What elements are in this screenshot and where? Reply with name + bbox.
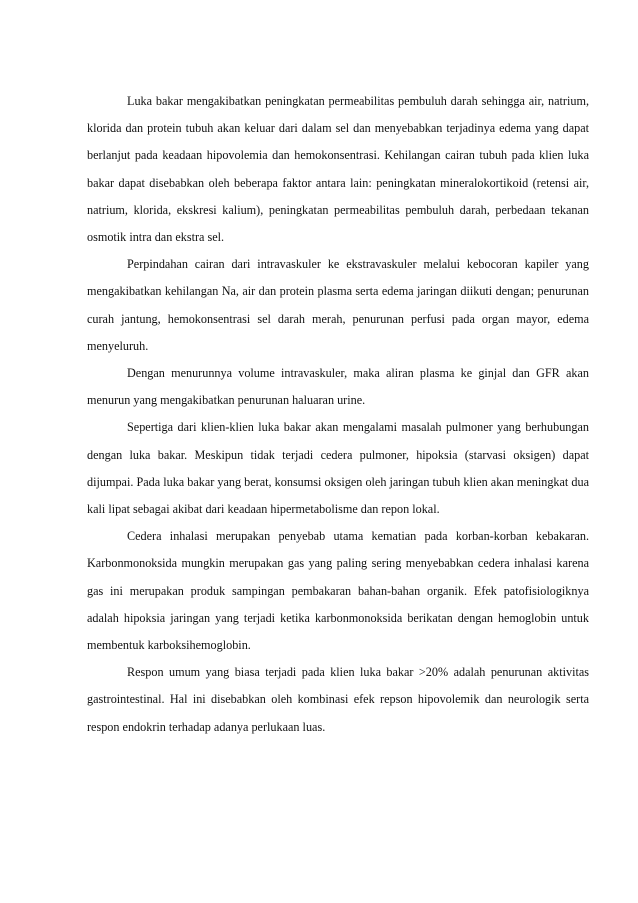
paragraph-renal-flow: Dengan menurunnya volume intravaskuler, maka aliran plasma ke ginjal dan GFR akan menurun yang mengakibatkan penurunan haluaran urine. [87,366,589,408]
paragraph-inhalation-injury: Cedera inhalasi merupakan penyebab utama kematian pada korban-korban kebakaran. Karbonmonoksida mungkin merupakan gas yang paling sering menyebabkan cedera inhalasi karena gas ini merupakan produk sampingan pembakaran bahan-bahan organik. Efek patofisiologiknya adalah hipoksia jaringan yang terjadi ketika karbonmonoksida berikatan dengan hemoglobin untuk membentuk karboksihemoglobin. [87,529,589,653]
document-body [87,88,589,741]
paragraph-pulmonary: Sepertiga dari klien-klien luka bakar akan mengalami masalah pulmoner yang berhubungan dengan luka bakar. Meskipun tidak terjadi cedera pulmoner, hipoksia (starvasi oksigen) dapat dijumpai. Pada luka bakar yang berat, konsumsi oksigen oleh jaringan tubuh klien akan meningkat dua kali lipat sebagai akibat dari keadaan hipermetabolisme dan repon lokal. [87,420,589,517]
paragraph-fluid-shift: Perpindahan cairan dari intravaskuler ke ekstravaskuler melalui kebocoran kapiler yang mengakibatkan kehilangan Na, air dan protein plasma serta edema jaringan diikuti dengan; penurunan curah jantung, hemokonsentrasi sel darah merah, penurunan perfusi pada organ mayor, edema menyeluruh. [87,257,589,353]
paragraph-burn-permeability: Luka bakar mengakibatkan peningkatan permeabilitas pembuluh darah sehingga air, natrium, klorida dan protein tubuh akan keluar dari dalam sel dan menyebabkan terjadinya edema yang dapat berlanjut pada keadaan hipovolemia dan hemokonsentrasi. Kehilangan cairan tubuh pada klien luka bakar dapat disebabkan oleh beberapa faktor antara lain: peningkatan mineralokortikoid (retensi air, natrium, klorida, ekskresi kalium), peningkatan permeabilitas pembuluh darah, perbedaan tekanan osmotik intra dan ekstra sel. [87,94,589,245]
paragraph-gastrointestinal: Respon umum yang biasa terjadi pada klien luka bakar >20% adalah penurunan aktivitas gastrointestinal. Hal ini disebabkan oleh kombinasi efek repson hipovolemik dan neurologik serta respon endokrin terhadap adanya perlukaan luas. [87,665,589,734]
